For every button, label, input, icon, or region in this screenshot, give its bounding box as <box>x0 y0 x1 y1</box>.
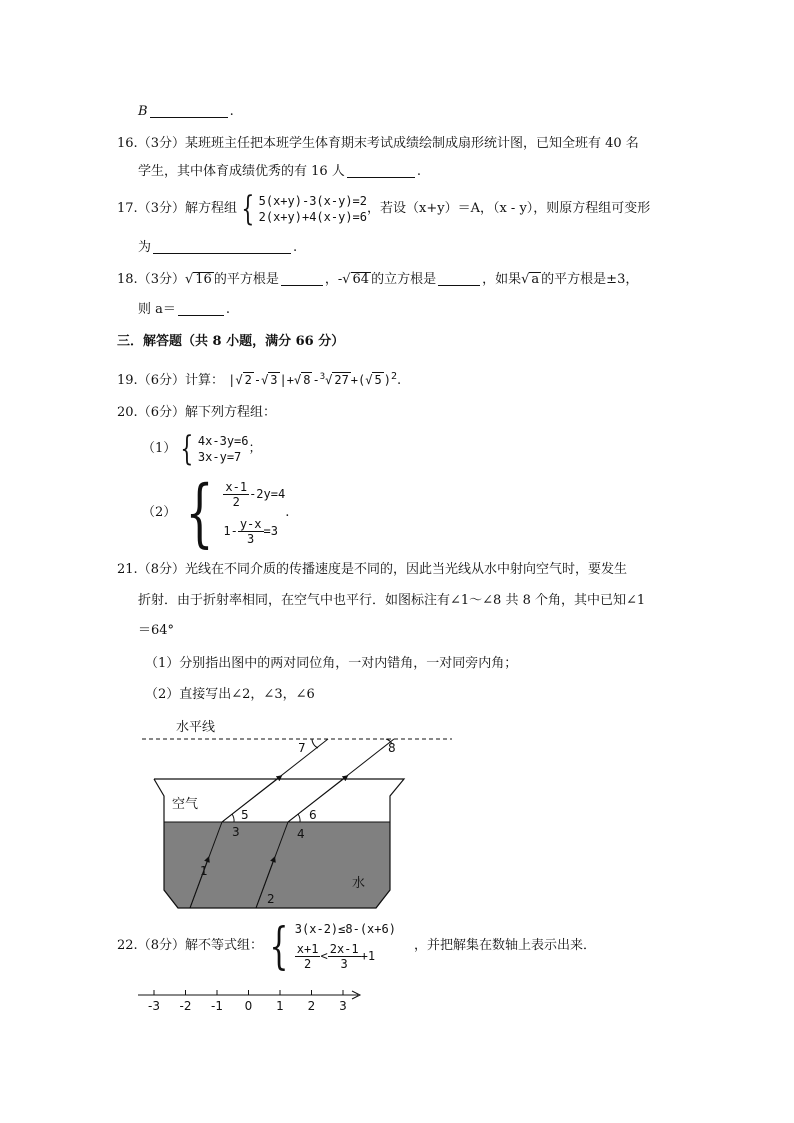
q18-blank-2[interactable] <box>438 271 480 286</box>
q21-number: 21. <box>117 562 138 577</box>
q19-cube-index: 3 <box>319 372 326 382</box>
q18-line2 <box>138 301 230 319</box>
angle-label-5: 5 <box>241 808 249 822</box>
q20-p2-frac2 <box>238 517 264 546</box>
q21-sub1: （1）分别指出图中的两对同位角，一对内错角，一对同旁内角； <box>145 656 518 671</box>
q18-root-64: 64 <box>352 272 370 287</box>
angle-label-2: 2 <box>267 892 275 906</box>
q19-root-8: 8 <box>303 373 311 387</box>
q19-score: （6分） <box>137 373 185 388</box>
q21-score: （8分） <box>137 562 185 577</box>
number-line-tick-label: 3 <box>339 999 347 1013</box>
q17-line1 <box>117 189 650 229</box>
number-line-tick-label: -2 <box>179 999 192 1013</box>
q19-abs-open: | <box>228 373 236 387</box>
q22-lt: < <box>320 949 328 963</box>
q20-p2-den1: 2 <box>232 494 240 509</box>
q20-part1 <box>142 429 262 469</box>
q17-end: . <box>293 240 298 255</box>
q19-abs-close: |+ <box>279 373 294 387</box>
q22-brace: { <box>269 916 289 975</box>
section-heading: 三．解答题（共 8 小题，满分 66 分） <box>117 334 345 349</box>
q21-line3: ＝64° <box>138 623 175 638</box>
q19-root-27: 27 <box>334 373 349 387</box>
q21-line1 <box>117 561 627 579</box>
q20-p1-eq2: 3x-y=7 <box>197 449 242 464</box>
angle-label-4: 4 <box>297 827 305 841</box>
q22-number: 22. <box>117 938 138 953</box>
q17-answer-blank[interactable] <box>153 239 291 254</box>
q17-score: （3分） <box>137 201 185 216</box>
q16-number: 16. <box>117 136 138 151</box>
q20-p2-num1: x-1 <box>225 479 248 494</box>
q20-line <box>117 404 276 422</box>
q18-root-16: 16 <box>195 272 212 287</box>
ray1-air-arrow <box>222 777 280 822</box>
q16-score: （3分） <box>137 136 185 151</box>
q22-after: ，并把解集在数轴上表示出来． <box>413 938 596 953</box>
q18-blank-3[interactable] <box>178 301 224 316</box>
q18-t1: 的平方根是 <box>213 272 279 287</box>
q20-p2-label: （2） <box>142 505 177 520</box>
q22-rest: +1 <box>360 949 376 963</box>
q17-lead: 解方程组 <box>184 201 237 216</box>
q19-lead: 计算： <box>184 373 224 388</box>
q17-eq2: 2(x+y)+4(x-y)=6 <box>258 209 367 224</box>
q16-text1: 某班班主任把本班学生体育期末考试成绩绘制成扇形统计图，已知全班有 40 名 <box>184 136 639 151</box>
q17-after: ，若设（x+y）＝A，（x - y），则原方程组可变形 <box>367 201 651 216</box>
air-label: 空气 <box>172 797 199 812</box>
q19-exponent: 2 <box>390 371 397 382</box>
q17-line2 <box>138 239 297 257</box>
number-line-tick-label: -3 <box>148 999 160 1013</box>
q16-end: . <box>416 164 421 179</box>
q16-line2 <box>138 163 421 181</box>
water-body <box>164 822 390 908</box>
q21-text1: 光线在不同介质的传播速度是不同的，因此当光线从水中射向空气时，要发生 <box>184 562 627 577</box>
number-line-tick-label: 1 <box>276 999 284 1013</box>
q19-end: . <box>396 373 402 388</box>
q22-num2: 2x-1 <box>329 942 359 956</box>
q20-p2-den2: 3 <box>247 531 255 546</box>
number-line-tick-label: -1 <box>211 999 223 1013</box>
q17-number: 17. <box>117 201 138 216</box>
q20-p2-brace: { <box>185 469 214 556</box>
q18-score: （3分） <box>137 272 185 287</box>
q20-score: （6分） <box>137 405 185 420</box>
angle-label-6: 6 <box>309 808 317 822</box>
q18-number: 18. <box>117 272 138 287</box>
angle-label-8: 8 <box>388 741 396 755</box>
q19-root-3: 3 <box>270 373 278 387</box>
q20-p1-end: ； <box>248 441 262 456</box>
q22-system <box>295 920 396 971</box>
angle-arc-6 <box>298 814 300 822</box>
number-line-tick-label: 2 <box>307 999 316 1013</box>
number-line <box>136 985 368 1015</box>
q19-number: 19. <box>117 373 138 388</box>
q17-brace: { <box>241 188 255 229</box>
q19-expression: |√ 2 -√ 3 |+√ 8 -$^3$√ 27 +(√ 5 )$^2$ <box>228 371 397 387</box>
q16-text2: 学生，其中体育成绩优秀的有 16 人 <box>138 164 345 179</box>
q22-eq1: 3(x-2)≤8-(x+6) <box>294 922 396 936</box>
q22-score: （8分） <box>137 938 185 953</box>
angle-label-1: 1 <box>200 864 208 878</box>
q22-den2: 3 <box>340 957 348 971</box>
q15-end: . <box>229 104 234 119</box>
q20-p2-eq2 <box>223 517 285 546</box>
q16-line1 <box>117 135 639 153</box>
q20-part2 <box>142 469 290 556</box>
q18-root-a: a <box>531 272 540 287</box>
refraction-figure <box>140 712 460 912</box>
q15-label: B <box>138 104 148 119</box>
q15-answer-blank[interactable] <box>150 103 228 118</box>
q20-p1-label: （1） <box>142 441 177 456</box>
q20-number: 20. <box>117 405 138 420</box>
q22-num1: x+1 <box>296 942 319 956</box>
water-label: 水 <box>352 876 366 891</box>
q20-p2-end: . <box>285 505 290 520</box>
number-line-tick-label: 0 <box>244 999 253 1013</box>
q19-paren-close: ) <box>383 373 391 387</box>
q18-blank-1[interactable] <box>281 271 323 286</box>
q18-t5: 的平方根是±3， <box>541 272 639 287</box>
q20-p2-system <box>223 480 285 546</box>
ray2-air-arrow <box>288 777 346 822</box>
q19-line <box>117 368 401 390</box>
q22-lead: 解不等式组： <box>184 938 263 953</box>
angle-arc-7 <box>312 739 318 748</box>
q20-p2-rest2: =3 <box>263 523 278 538</box>
q22-frac1 <box>295 942 321 971</box>
q20-p2-num2: y-x <box>239 516 262 531</box>
q18-t2: ，- <box>324 272 343 287</box>
q17-system <box>259 193 367 225</box>
q16-answer-blank[interactable] <box>347 163 415 178</box>
q20-p2-frac1 <box>223 480 249 509</box>
q20-p1-eq1: 4x-3y=6 <box>197 433 249 448</box>
q18-line1: 18.（3分）√ 16 的平方根是 ，-√ 64 的立方根是 ，如果√ a 的平方根是±3， <box>117 272 639 287</box>
q18-end: . <box>225 302 231 317</box>
q21-sub2: （2）直接写出∠2，∠3，∠6 <box>145 687 315 702</box>
q20-p2-lead2: 1- <box>223 523 238 538</box>
q22-eq2 <box>295 942 396 971</box>
q22-frac2 <box>328 942 361 971</box>
q17-line2-text: 为 <box>138 240 152 255</box>
q20-p2-rest1: -2y=4 <box>249 486 286 501</box>
q18-t4: ，如果 <box>482 272 522 287</box>
angle-label-7: 7 <box>298 741 306 755</box>
angle-arc-5 <box>232 814 234 822</box>
q18-t3: 的立方根是 <box>371 272 437 287</box>
q22-line <box>117 916 596 975</box>
q19-minus2: - <box>312 373 320 387</box>
q19-minus: - <box>253 373 262 387</box>
q19-root-5: 5 <box>374 373 382 387</box>
q20-p1-system <box>198 433 249 465</box>
q20-p1-brace: { <box>180 428 194 469</box>
q21-line2: 折射．由于折射率相同，在空气中也平行．如图标注有∠1～∠8 共 8 个角，其中已知∠1 <box>138 593 646 608</box>
q19-plus-paren: +( <box>350 373 366 387</box>
q20-p2-eq1 <box>223 480 285 509</box>
horizon-label: 水平线 <box>176 720 216 735</box>
q22-den1: 2 <box>304 957 312 971</box>
q17-eq1: 5(x+y)-3(x-y)=2 <box>258 193 367 208</box>
q19-root-2: 2 <box>244 373 252 387</box>
angle-label-3: 3 <box>232 825 240 839</box>
q20-lead: 解下列方程组： <box>184 405 276 420</box>
q18-line2-text: 则 a＝ <box>138 302 176 317</box>
q15-tail <box>138 103 234 121</box>
